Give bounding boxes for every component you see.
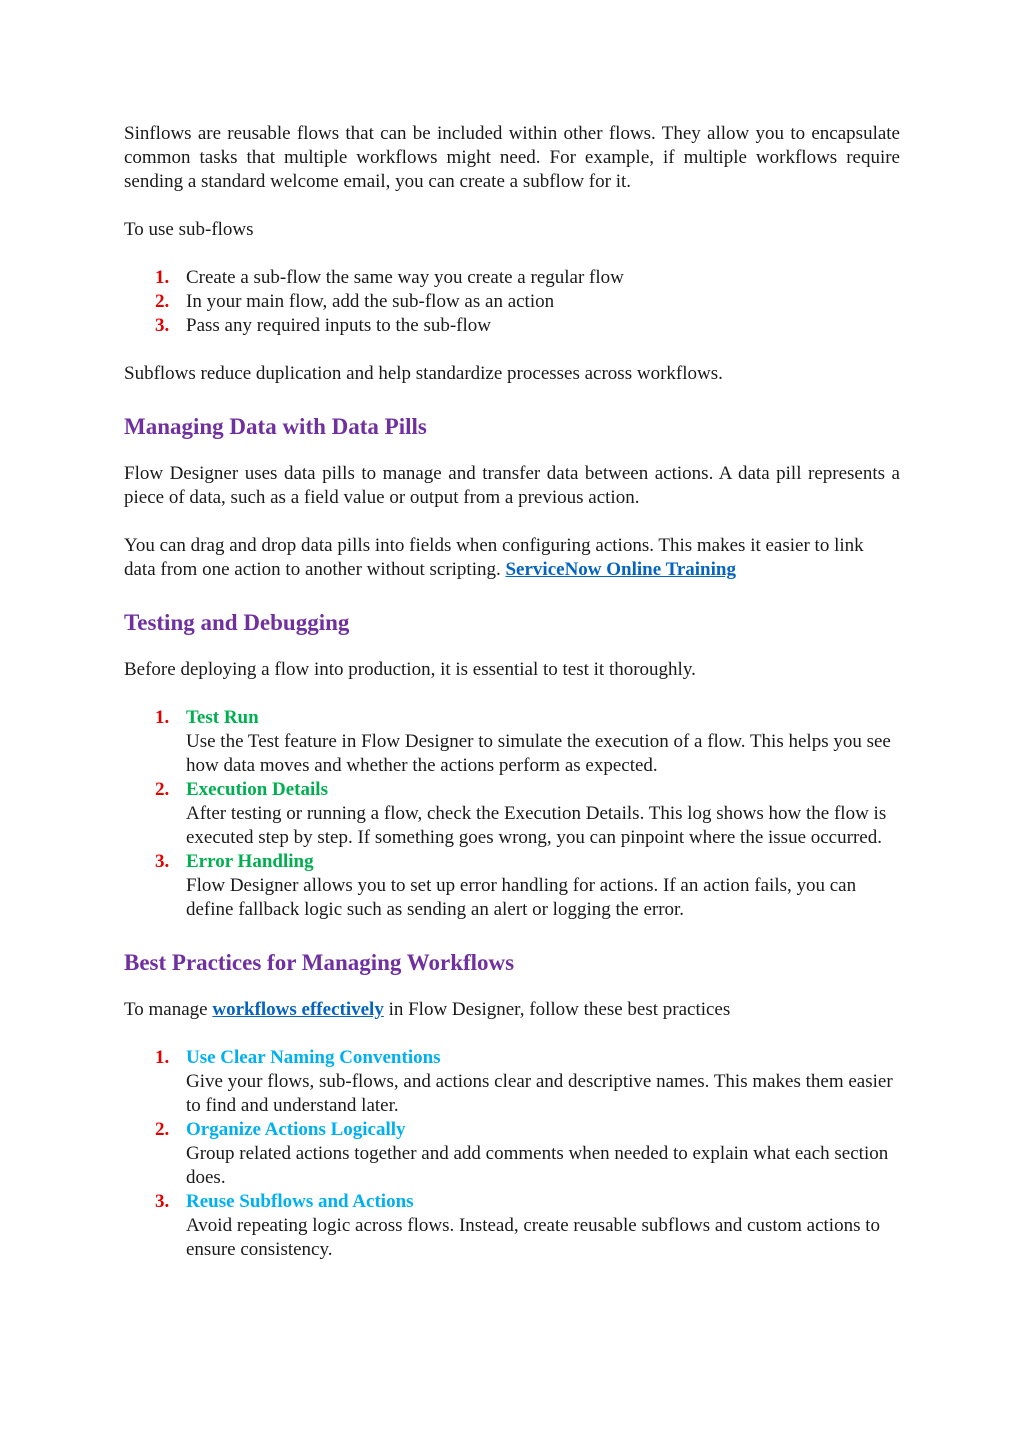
list-item-body: After testing or running a flow, check the Execution Details. This log shows how the flow is executed step by step. If something goes wrong, you can pinpoint where the issue occurred. [186,803,887,848]
list-item-title: Reuse Subflows and Actions [186,1191,414,1212]
list-number: 2. [155,1119,170,1140]
list-item-body: Use the Test feature in Flow Designer to simulate the execution of a flow. This helps you see how data moves and whether the actions perform as expected. [186,731,891,776]
servicenow-training-link[interactable]: ServiceNow Online Training [505,559,736,580]
list-number: 2. [155,291,170,312]
workflows-effectively-link[interactable]: workflows effectively [212,999,384,1020]
data-pills-paragraph-2 [124,534,900,582]
testing-list [124,706,900,922]
list-number: 3. [155,851,170,872]
list-number: 1. [155,1047,170,1068]
list-item-body: Avoid repeating logic across flows. Instead, create reusable subflows and custom actions to ensure consistency. [186,1215,881,1260]
data-pills-paragraph-2-text: You can drag and drop data pills into fields when configuring actions. This makes it easier to link data from one action to another without scripting. [124,535,864,580]
list-item-title: Use Clear Naming Conventions [186,1047,441,1068]
list-number: 3. [155,1191,170,1212]
best-practices-lead-after: in Flow Designer, follow these best practices [383,999,731,1020]
list-number: 1. [155,707,170,728]
heading-testing: Testing and Debugging [124,610,350,635]
list-item-text: In your main flow, add the sub-flow as an action [186,291,555,312]
list-number: 3. [155,315,170,336]
list-item [124,314,900,338]
list-item-title: Test Run [186,707,259,728]
list-item [124,1118,900,1190]
list-number: 2. [155,779,170,800]
list-item-title: Organize Actions Logically [186,1119,406,1140]
list-item-body: Group related actions together and add comments when needed to explain what each section does. [186,1143,889,1188]
best-practices-lead [124,998,900,1022]
heading-data-pills: Managing Data with Data Pills [124,414,427,439]
list-item [124,850,900,922]
list-item [124,290,900,314]
best-practices-list [124,1046,900,1262]
subflow-steps-list [124,266,900,338]
list-number: 1. [155,267,170,288]
list-item-title: Error Handling [186,851,314,872]
list-item-body: Flow Designer allows you to set up error handling for actions. If an action fails, you can define fallback logic such as sending an alert or logging the error. [186,875,857,920]
intro-paragraph: Sinflows are reusable flows that can be included within other flows. They allow you to encapsulate common tasks that multiple workflows might need. For example, if multiple workflows require sending a standard welcome email, you can create a subflow for it. [124,123,900,192]
list-item-title: Execution Details [186,779,328,800]
list-item-body: Give your flows, sub-flows, and actions clear and descriptive names. This makes them easier to find and understand later. [186,1071,893,1116]
list-item [124,778,900,850]
best-practices-lead-before: To manage [124,999,213,1020]
testing-lead: Before deploying a flow into production, it is essential to test it thoroughly. [124,659,696,680]
list-item-text: Pass any required inputs to the sub-flow [186,315,492,336]
list-item [124,1046,900,1118]
list-item [124,1190,900,1262]
data-pills-paragraph-1: Flow Designer uses data pills to manage and transfer data between actions. A data pill represents a piece of data, such as a field value or output from a previous action. [124,463,900,508]
subflows-lead: To use sub-flows [124,219,254,240]
document-page [124,122,900,1262]
list-item [124,706,900,778]
list-item-text: Create a sub-flow the same way you create a regular flow [186,267,624,288]
list-item [124,266,900,290]
subflows-summary: Subflows reduce duplication and help standardize processes across workflows. [124,363,723,384]
heading-best-practices: Best Practices for Managing Workflows [124,950,515,975]
